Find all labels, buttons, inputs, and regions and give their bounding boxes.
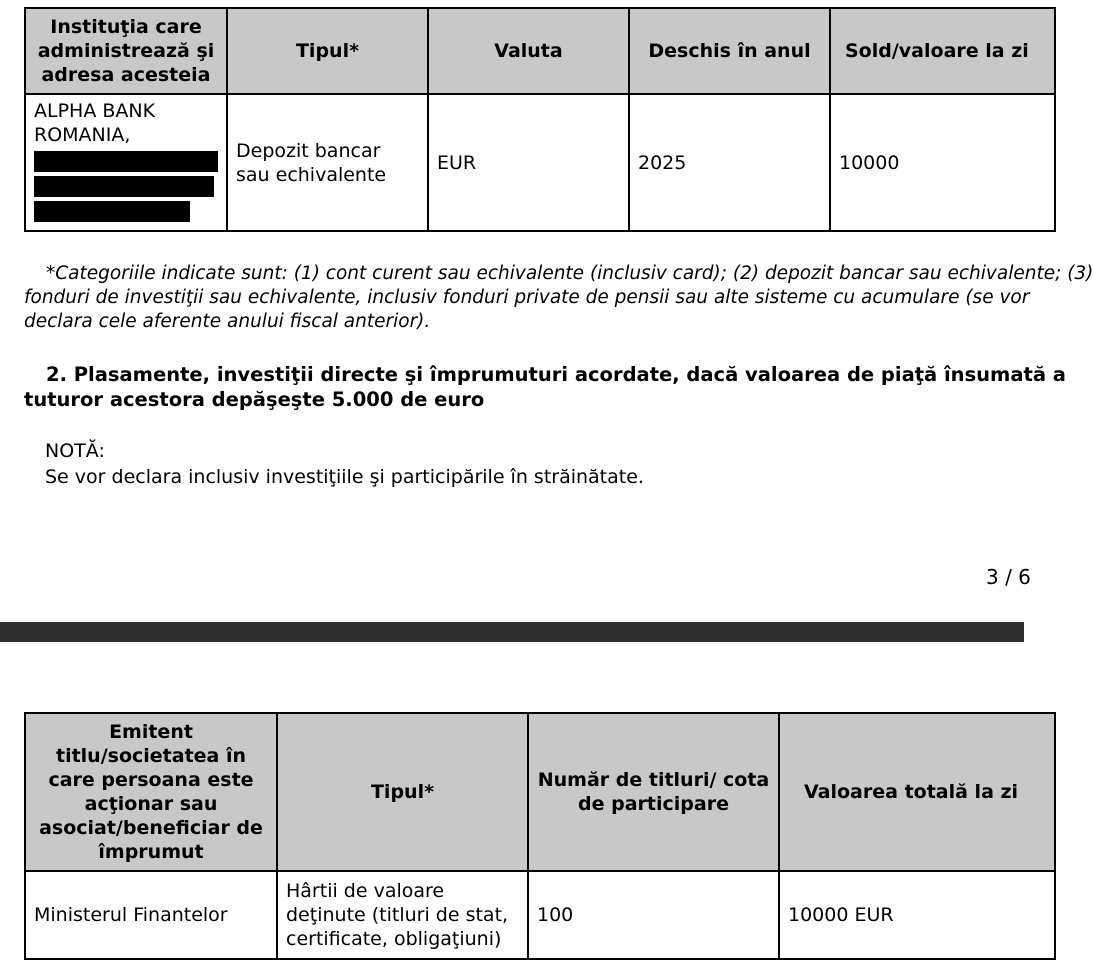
header-type: Tipul* — [277, 713, 528, 871]
cell-balance: 10000 — [830, 94, 1055, 231]
bank-accounts-table — [24, 7, 1056, 232]
investments-table — [24, 712, 1056, 960]
cell-type: Hârtii de valoare deţinute (titluri de stat, certificate, obligaţiuni) — [277, 871, 528, 959]
header-total-value: Valoarea totală la zi — [779, 713, 1055, 871]
footnote-line: *Categoriile indicate sunt: (1) cont curent sau echivalente (inclusiv card); (2) depozit bancar sau echivalente; (3) — [46, 263, 1093, 284]
header-type: Tipul* — [227, 8, 428, 94]
institution-name: ALPHA BANK ROMANIA, — [34, 100, 156, 146]
redaction-bar — [34, 176, 214, 197]
redaction-bar — [34, 201, 190, 222]
header-balance: Sold/valoare la zi — [830, 8, 1055, 94]
cell-institution — [25, 94, 227, 231]
footnote-line: declara cele aferente anului fiscal anterior). — [24, 311, 431, 332]
cell-type: Depozit bancar sau echivalente — [227, 94, 428, 231]
page-separator — [0, 622, 1024, 642]
note-block — [45, 438, 644, 490]
cell-currency: EUR — [428, 94, 629, 231]
cell-year: 2025 — [629, 94, 830, 231]
table-row — [25, 871, 1055, 959]
header-institution: Instituţia care administrează şi adresa acesteia — [25, 8, 227, 94]
document-page-4 — [0, 642, 1024, 962]
note-label: NOTĂ: — [45, 440, 105, 462]
table-row — [25, 94, 1055, 231]
header-count: Număr de titluri/ cota de participare — [528, 713, 779, 871]
header-opened-year: Deschis în anul — [629, 8, 830, 94]
section-heading-line: 2. Plasamente, investiţii directe şi împrumuturi acordate, dacă valoarea de piaţă însumată a — [46, 363, 1066, 386]
cell-count: 100 — [528, 871, 779, 959]
footnote-line: fonduri de investiţii sau echivalente, inclusiv fonduri private de pensii sau alte sisteme cu acumulare (se vor — [24, 287, 1030, 308]
categories-footnote — [24, 262, 1093, 334]
header-currency: Valuta — [428, 8, 629, 94]
section-heading — [24, 362, 1066, 412]
cell-value: 10000 EUR — [779, 871, 1055, 959]
header-issuer: Emitent titlu/societatea în care persoana este acţionar sau asociat/beneficiar de împrumut — [25, 713, 277, 871]
page-number: 3 / 6 — [986, 565, 1031, 589]
table-header-row — [25, 713, 1055, 871]
table-header-row — [25, 8, 1055, 94]
note-text: Se vor declara inclusiv investiţiile şi participările în străinătate. — [45, 466, 644, 488]
section-heading-line: tuturor acestora depăşeşte 5.000 de euro — [24, 388, 485, 411]
redaction-bar — [34, 151, 218, 172]
cell-issuer: Ministerul Finantelor — [25, 871, 277, 959]
